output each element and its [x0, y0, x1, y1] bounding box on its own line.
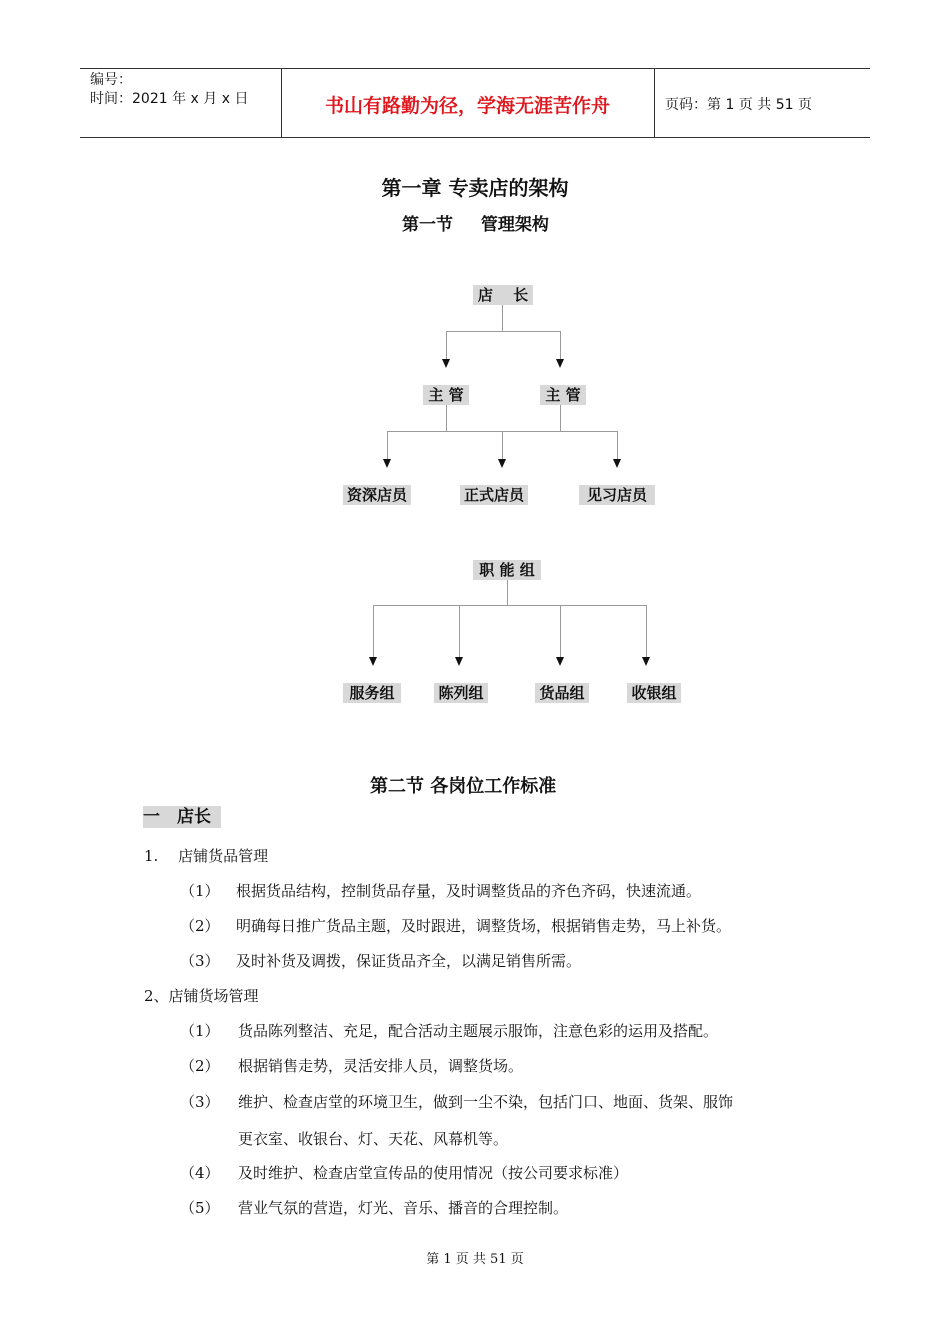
connector — [502, 431, 503, 459]
chapter-title: 第一章 专卖店的架构 — [381, 176, 569, 200]
org-node-display-group: 陈列组 — [434, 683, 488, 703]
connector — [560, 405, 561, 431]
item1-point-text: 及时补货及调拨，保证货品齐全，以满足销售所需。 — [236, 952, 582, 970]
item2-point-num: （2） — [180, 1057, 220, 1075]
item2-point-num: （4） — [180, 1164, 220, 1182]
arrow-down-icon — [383, 459, 391, 468]
item1-title: 1. 店铺货品管理 — [144, 847, 269, 865]
connector — [560, 605, 561, 657]
item2-point-text: 货品陈列整洁、充足，配合活动主题展示服饰，注意色彩的运用及搭配。 — [238, 1022, 719, 1040]
connector — [446, 331, 560, 332]
org-node-supervisor: 主 管 — [423, 385, 469, 405]
item2-point-text: 维护、检查店堂的环境卫生，做到一尘不染，包括门口、地面、货架、服饰 — [238, 1093, 734, 1111]
header-meta — [90, 71, 248, 109]
connector — [507, 580, 508, 605]
arrow-down-icon — [498, 459, 506, 468]
connector — [446, 331, 447, 359]
header-motto: 书山有路勤为径，学海无涯苦作舟 — [324, 95, 610, 117]
header-page-info: 页码：第 1 页 共 51 页 — [665, 97, 812, 113]
time-label: 时间：2021 年 x 月 x 日 — [90, 91, 249, 107]
item1-point-num: （1） — [180, 882, 220, 900]
arrow-down-icon — [613, 459, 621, 468]
document-header — [80, 68, 870, 138]
arrow-down-icon — [556, 657, 564, 666]
item2-title: 2、店铺货场管理 — [144, 987, 259, 1005]
connector — [373, 605, 374, 657]
org-node-service-group: 服务组 — [343, 683, 401, 703]
item2-point-continuation: 更衣室、收银台、灯、天花、风幕机等。 — [238, 1130, 509, 1148]
connector — [646, 605, 647, 657]
connector — [373, 605, 646, 606]
arrow-down-icon — [455, 657, 463, 666]
org-node-cashier-group: 收银组 — [627, 683, 681, 703]
org-node-regular-staff: 正式店员 — [460, 485, 528, 505]
header-divider — [654, 69, 655, 137]
item2-point-text: 及时维护、检查店堂宣传品的使用情况（按公司要求标准） — [238, 1164, 629, 1182]
connector — [617, 431, 618, 459]
section1-title: 第一节 管理架构 — [402, 215, 549, 235]
item1-point-text: 明确每日推广货品主题，及时跟进，调整货场，根据销售走势，马上补货。 — [236, 917, 732, 935]
section2-title: 第二节 各岗位工作标准 — [370, 776, 557, 797]
arrow-down-icon — [642, 657, 650, 666]
org-node-supervisor: 主 管 — [540, 385, 586, 405]
org-node-functional-group: 职 能 组 — [473, 560, 541, 580]
arrow-down-icon — [556, 359, 564, 368]
arrow-down-icon — [369, 657, 377, 666]
item2-point-text: 根据销售走势，灵活安排人员，调整货场。 — [238, 1057, 524, 1075]
arrow-down-icon — [442, 359, 450, 368]
org-node-merchandise-group: 货品组 — [535, 683, 589, 703]
page-footer: 第 1 页 共 51 页 — [426, 1252, 524, 1267]
connector — [502, 305, 503, 331]
connector — [459, 605, 460, 657]
item2-point-num: （5） — [180, 1199, 220, 1217]
connector — [446, 405, 447, 431]
connector — [560, 331, 561, 359]
org-node-trainee-staff: 见习店员 — [579, 485, 655, 505]
item1-point-text: 根据货品结构，控制货品存量，及时调整货品的齐色齐码，快速流通。 — [236, 882, 702, 900]
number-label: 编号： — [90, 72, 132, 88]
org-node-senior-staff: 资深店员 — [343, 485, 411, 505]
org-node-store-manager: 店 长 — [473, 285, 533, 305]
connector — [387, 431, 388, 459]
item1-point-num: （2） — [180, 917, 220, 935]
item2-point-text: 营业气氛的营造，灯光、音乐、播音的合理控制。 — [238, 1199, 569, 1217]
subsection-store-manager: 一 店长 — [143, 806, 221, 828]
item2-point-num: （3） — [180, 1093, 220, 1111]
item1-point-num: （3） — [180, 952, 220, 970]
item2-point-num: （1） — [180, 1022, 220, 1040]
